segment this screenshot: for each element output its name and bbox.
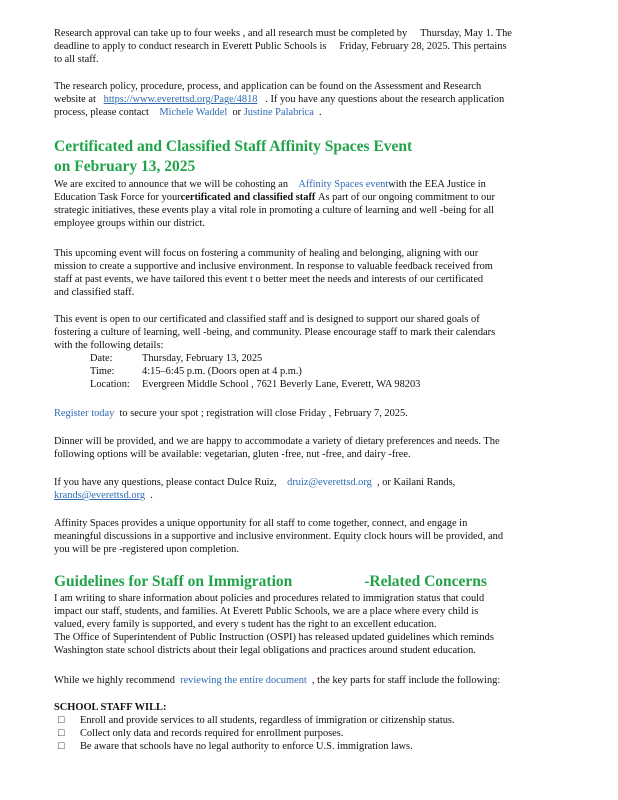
bullet-icon: □	[58, 741, 65, 752]
affinity-event-heading	[54, 137, 412, 177]
staff-obligations-list	[54, 701, 574, 753]
text: , the key parts for staff include the following:	[311, 675, 501, 686]
text: , or Kailani Rands,	[377, 477, 456, 488]
contact-paragraph	[54, 476, 574, 502]
detail-location	[54, 378, 574, 391]
text: deadline to apply to conduct research in Everett Public Schools is	[54, 41, 327, 52]
text: impact our staff, students, and families. At Everett Public Schools, we are a place where every child is	[54, 606, 479, 617]
label: Location:	[90, 379, 130, 390]
list-item-text: Enroll and provide services to all students, regardless of immigration or citizenship status.	[80, 715, 455, 726]
heading-part: -Related Concerns	[364, 573, 487, 590]
contact-michele-link[interactable]: Michele Waddel	[159, 107, 228, 118]
reviewing-document-link[interactable]: reviewing the entire document	[180, 675, 307, 686]
research-deadline-paragraph	[54, 27, 574, 66]
text: If you have any questions, please contact Dulce Ruiz,	[54, 477, 277, 488]
heading-line: on February 13, 2025	[54, 158, 196, 175]
text: to secure your spot ; registration will close Friday , February 7, 2025.	[119, 408, 408, 419]
text: As part of our ongoing commitment to our	[318, 192, 495, 203]
affinity-summary-paragraph	[54, 517, 574, 556]
research-website-link[interactable]: https://www.everettsd.org/Page/4818	[103, 94, 258, 105]
text: . If you have any questions about the research application	[265, 94, 505, 105]
text: We are excited to announce that we will be cohosting an	[54, 179, 289, 190]
text: The Office of Superintendent of Public Instruction (OSPI) has released updated guidelines which reminds	[54, 632, 494, 643]
text: Education Task Force for your	[54, 192, 181, 203]
value: Evergreen Middle School , 7621 Beverly Lane, Everett, WA 98203	[142, 379, 421, 390]
affinity-spaces-event-link[interactable]: Affinity Spaces event	[298, 179, 389, 190]
dinner-paragraph	[54, 435, 574, 461]
text: employee groups within our district.	[54, 218, 205, 229]
text: valued, every family is supported, and every s tudent has the right to an excellent education.	[54, 619, 437, 630]
text: I am writing to share information about policies and procedures related to immigration status that could	[54, 593, 485, 604]
text: or	[232, 107, 242, 118]
text: with the following details:	[54, 340, 164, 351]
immigration-intro-paragraph	[54, 592, 574, 657]
text: you will be pre -registered upon completion.	[54, 544, 239, 555]
text: strategic initiatives, these events play a vital role in promoting a culture of learning and well -being for all	[54, 205, 495, 216]
event-focus-paragraph	[54, 247, 574, 299]
text: meaningful discussions in a supportive and inclusive environment. Equity clock hours will be provided, and	[54, 531, 504, 542]
text: The research policy, procedure, process, and application can be found on the Assessment and Research	[54, 81, 482, 92]
heading-line: Certificated and Classified Staff Affinity Spaces Event	[54, 138, 413, 155]
text: This upcoming event will focus on fostering a community of healing and belonging, aligning with our	[54, 248, 479, 259]
value: Thursday, February 13, 2025	[142, 353, 263, 364]
text: and classified staff.	[54, 287, 135, 298]
list-item-text: Collect only data and records required for enrollment purposes.	[80, 728, 344, 739]
bullet-icon: □	[58, 715, 65, 726]
text: While we highly recommend	[54, 675, 175, 686]
text: Research approval can take up to four weeks , and all research must be completed by	[54, 28, 408, 39]
affinity-intro-paragraph	[54, 178, 574, 230]
krands-email-link[interactable]: krands@everettsd.org	[54, 490, 146, 501]
subheading: SCHOOL STAFF WILL:	[54, 702, 167, 713]
detail-date	[54, 352, 574, 365]
text: Affinity Spaces provides a unique opportunity for all staff to come together, connect, and engage in	[54, 518, 468, 529]
label: Time:	[90, 366, 115, 377]
list-item	[54, 714, 574, 727]
text: to all staff.	[54, 54, 99, 65]
text: following options will be available: vegetarian, gluten -free, nut -free, and dairy -free.	[54, 449, 411, 460]
recommend-paragraph	[54, 674, 574, 687]
list-item	[54, 727, 574, 740]
text: mission to create a supportive and inclusive environment. In response to valuable feedback received from	[54, 261, 493, 272]
bold-text: certificated and classified staff	[180, 192, 316, 203]
text: website at	[54, 94, 96, 105]
text: with the EEA Justice in	[388, 179, 486, 190]
druiz-email-link[interactable]: druiz@everettsd.org	[287, 477, 372, 488]
research-policy-paragraph	[54, 80, 574, 119]
text: Friday, February 28, 2025. This pertains	[339, 41, 507, 52]
label: Date:	[90, 353, 113, 364]
value: 4:15–6:45 p.m. (Doors open at 4 p.m.)	[142, 366, 302, 377]
event-details-paragraph	[54, 313, 574, 391]
text: process, please contact	[54, 107, 149, 118]
heading-part: Guidelines for Staff on Immigration	[54, 573, 293, 590]
register-paragraph	[54, 407, 574, 420]
text: staff at past events, we have tailored this event t o better meet the needs and interests of our certificated	[54, 274, 484, 285]
list-item-text: Be aware that schools have no legal authority to enforce U.S. immigration laws.	[80, 741, 413, 752]
bullet-icon: □	[58, 728, 65, 739]
text: Thursday, May 1. The	[420, 28, 512, 39]
text: Dinner will be provided, and we are happy to accommodate a variety of dietary preferences and needs. The	[54, 436, 500, 447]
list-item	[54, 740, 574, 753]
text: .	[150, 490, 153, 501]
text: This event is open to our certificated and classified staff and is designed to support our shared goals of	[54, 314, 480, 325]
register-today-link[interactable]: Register today	[54, 408, 115, 419]
immigration-guidelines-heading	[54, 572, 487, 592]
detail-time	[54, 365, 574, 378]
text: .	[319, 107, 322, 118]
contact-justine-link[interactable]: Justine Palabrica	[243, 107, 314, 118]
text: Washington state school districts about their legal obligations and practices around student education.	[54, 645, 476, 656]
text: fostering a culture of learning, well -being, and community. Please encourage staff to mark their calendars	[54, 327, 496, 338]
